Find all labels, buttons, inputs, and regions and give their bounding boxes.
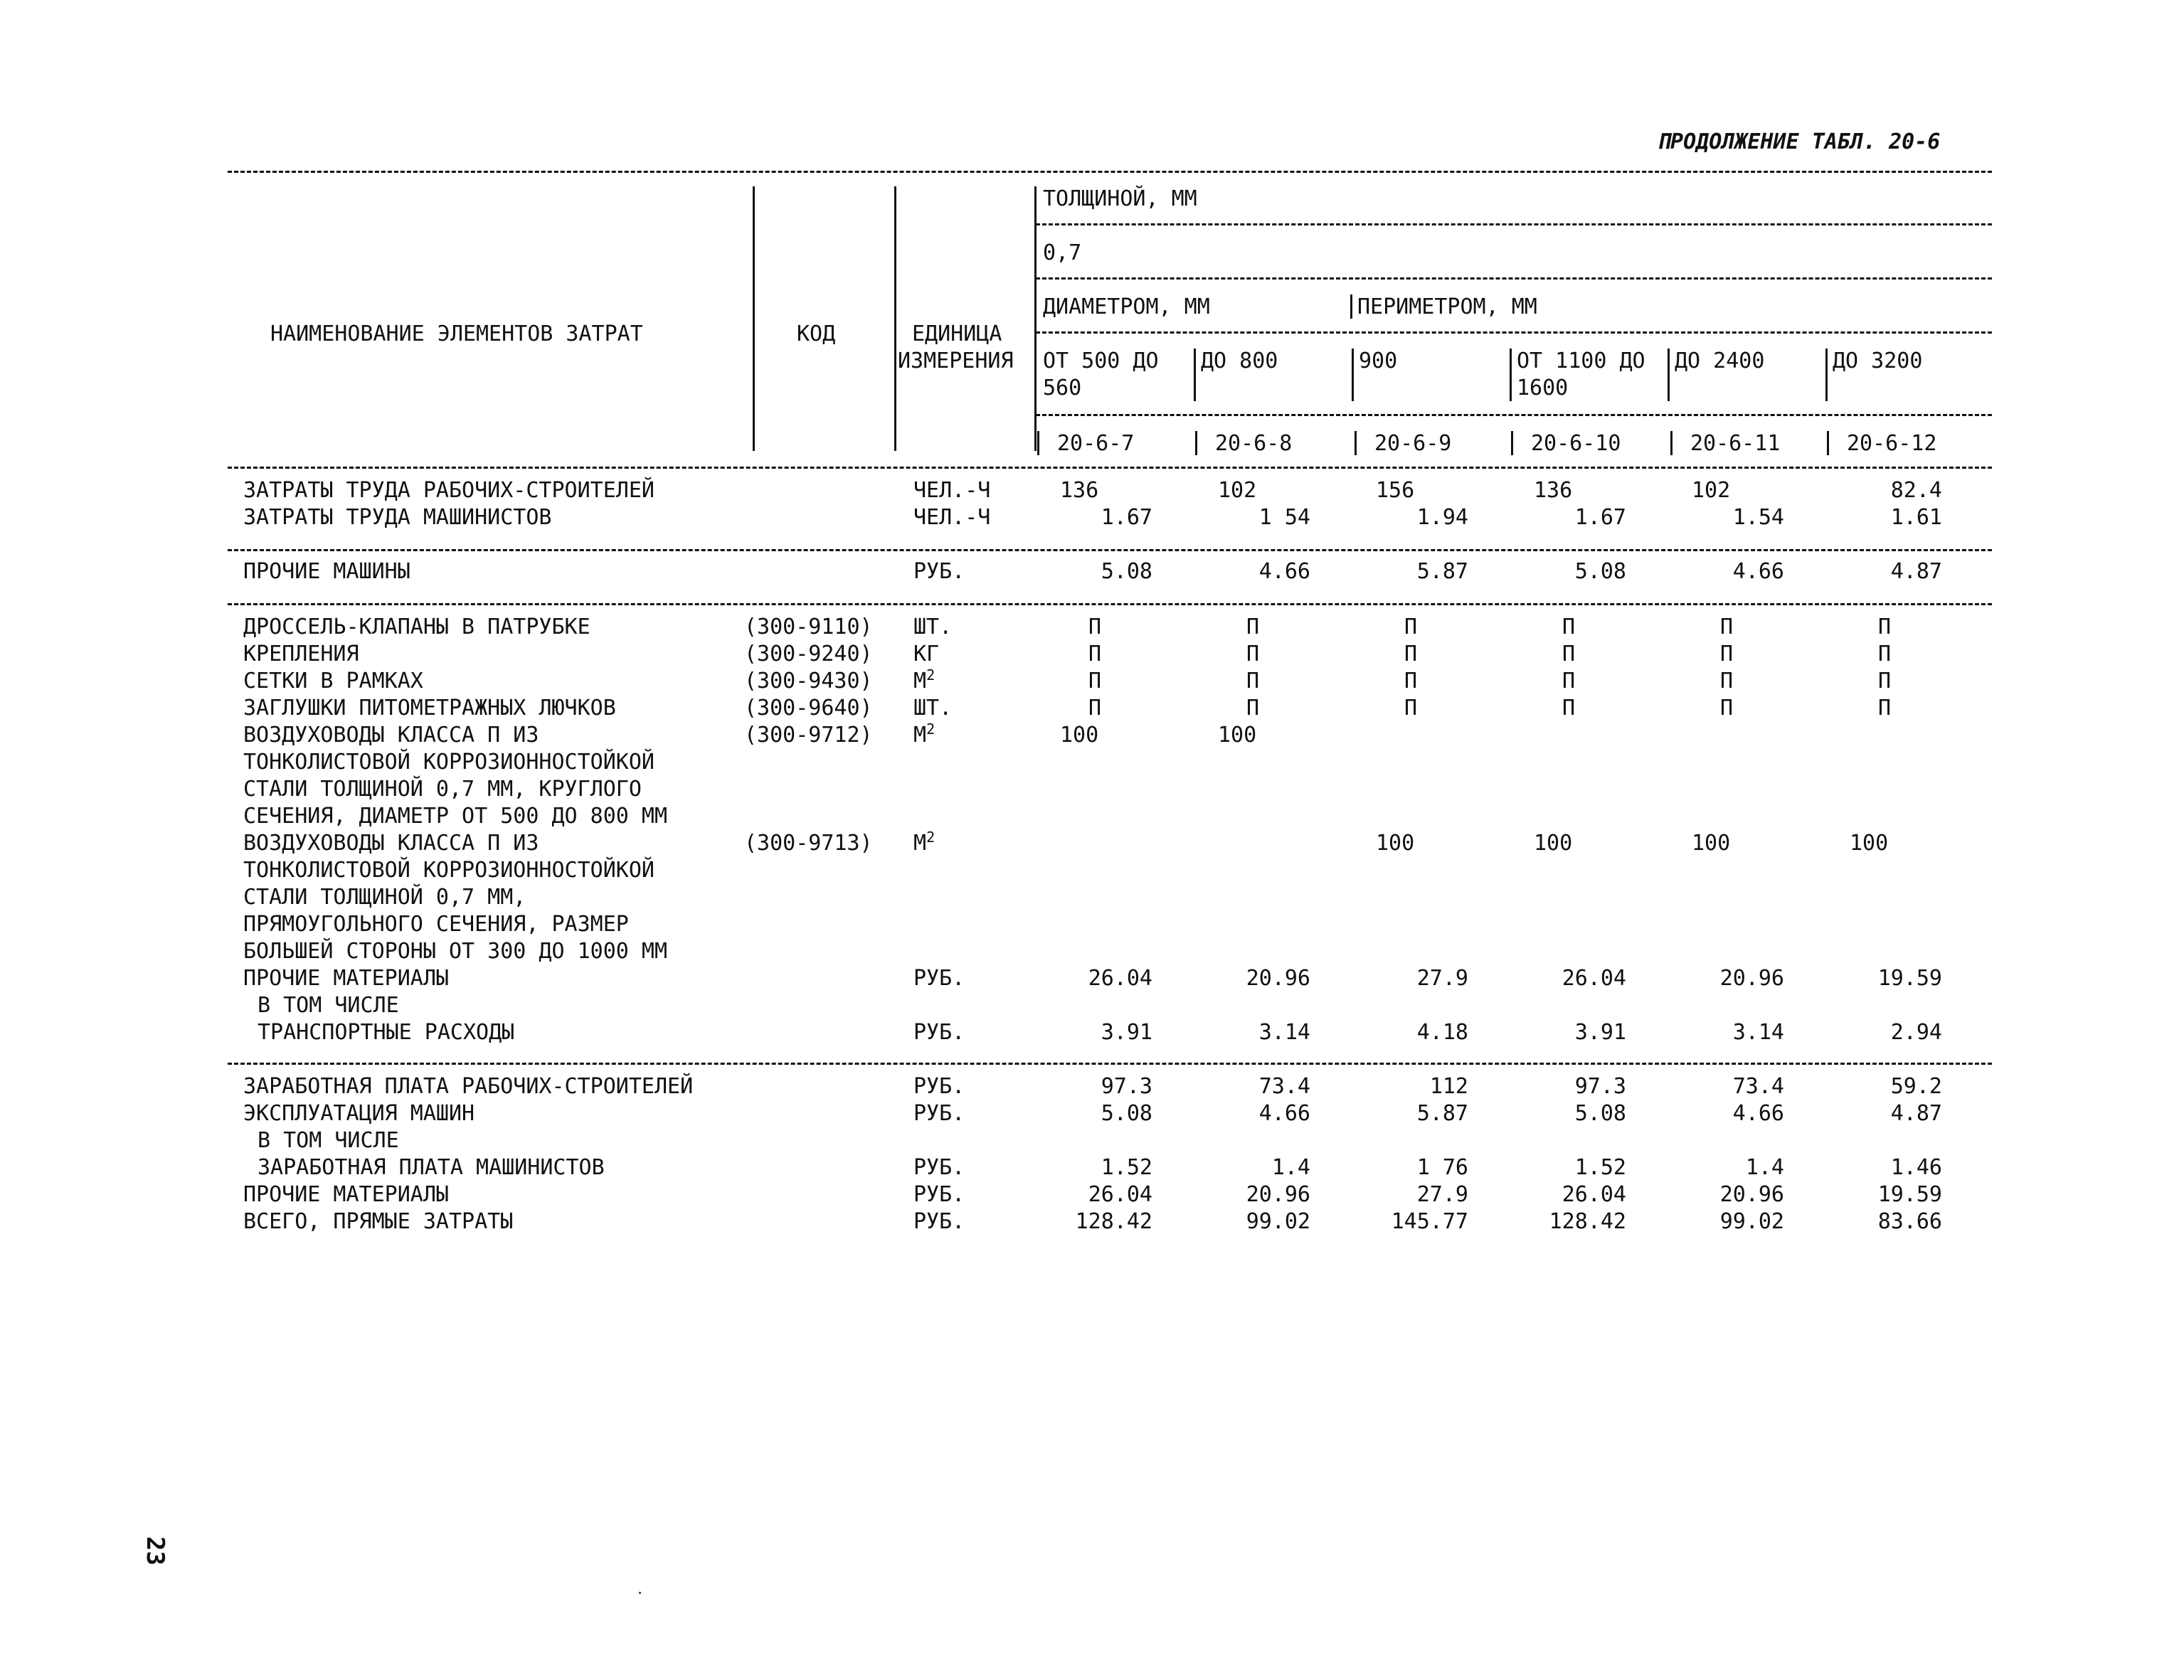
column-code: 20-6-9	[1374, 431, 1452, 456]
row-value: П	[1878, 669, 1892, 693]
row-value: 100	[1060, 723, 1099, 748]
page-number: 23	[141, 1536, 169, 1565]
row-unit: РУБ.	[913, 966, 965, 991]
row-name: ПРЯМОУГОЛЬНОГО СЕЧЕНИЯ, РАЗМЕР	[243, 912, 629, 937]
row-value: 27.9	[1416, 1182, 1468, 1207]
row-value: П	[1088, 696, 1102, 721]
header-unit-line1: ЕДИНИЦА	[912, 321, 1002, 346]
section-rule-2	[228, 603, 1992, 605]
row-name: ТОНКОЛИСТОВОЙ КОРРОЗИОННОСТОЙКОЙ	[243, 750, 654, 775]
range-4-line1: ОТ 1100 ДО	[1517, 349, 1645, 373]
row-name: СТАЛИ ТОЛЩИНОЙ 0,7 ММ, КРУГЛОГО	[243, 777, 642, 802]
row-value: 20.96	[1719, 1182, 1784, 1207]
row-value: 1.46	[1890, 1155, 1942, 1180]
row-value: 136	[1060, 478, 1099, 503]
row-name: ТОНКОЛИСТОВОЙ КОРРОЗИОННОСТОЙКОЙ	[243, 858, 654, 883]
range-divider-2	[1194, 349, 1196, 401]
row-value: 1.52	[1574, 1155, 1626, 1180]
row-value: 20.96	[1719, 966, 1784, 991]
row-name: ЗАГЛУШКИ ПИТОМЕТРАЖНЫХ ЛЮЧКОВ	[243, 696, 616, 721]
row-name: ЭКСПЛУАТАЦИЯ МАШИН	[243, 1101, 475, 1126]
row-value: 3.14	[1258, 1020, 1310, 1045]
row-value: П	[1878, 615, 1892, 639]
row-value: 27.9	[1416, 966, 1468, 991]
column-code: 20-6-7	[1057, 431, 1135, 456]
header-divider-code	[894, 186, 896, 451]
row-name: В ТОМ ЧИСЛЕ	[258, 1128, 399, 1153]
row-value: П	[1088, 669, 1102, 693]
row-value: П	[1720, 669, 1734, 693]
range-3-line1: 900	[1359, 349, 1398, 373]
range-4-line2: 1600	[1517, 376, 1569, 400]
header-unit-line2: ИЗМЕРЕНИЯ	[898, 349, 1014, 373]
row-value: П	[1404, 669, 1418, 693]
code-divider	[1195, 431, 1197, 455]
header-code-col: КОД	[797, 321, 836, 346]
row-value: 1.4	[1745, 1155, 1784, 1180]
row-value: 1 76	[1416, 1155, 1468, 1180]
table-title: ПРОДОЛЖЕНИЕ ТАБЛ. 20-6	[1658, 129, 1941, 154]
unit-superscript: 2	[926, 829, 935, 846]
row-name: ВСЕГО, ПРЯМЫЕ ЗАТРАТЫ	[243, 1209, 514, 1234]
row-unit: КГ	[913, 642, 940, 666]
row-unit: $М^2$	[913, 721, 935, 748]
row-value: 4.18	[1416, 1020, 1468, 1045]
row-value: 4.87	[1890, 559, 1942, 584]
row-name: ТРАНСПОРТНЫЕ РАСХОДЫ	[258, 1020, 515, 1045]
row-code: (300-9110)	[744, 615, 873, 639]
range-1-line2: 560	[1043, 376, 1082, 400]
header-divider-unit	[1034, 186, 1037, 451]
row-unit: РУБ.	[913, 1209, 965, 1234]
unit-superscript: 2	[926, 721, 935, 738]
row-value: П	[1562, 669, 1576, 693]
row-value: П	[1720, 696, 1734, 721]
row-value: 1.67	[1574, 505, 1626, 530]
row-name: ВОЗДУХОВОДЫ КЛАССА П ИЗ	[243, 831, 539, 856]
row-value: П	[1246, 642, 1260, 666]
row-value: 5.87	[1416, 559, 1468, 584]
code-divider	[1511, 431, 1513, 455]
row-unit: ШТ.	[913, 696, 953, 721]
row-code: (300-9240)	[744, 642, 873, 666]
row-value: 97.3	[1574, 1074, 1626, 1099]
row-value: П	[1720, 642, 1734, 666]
row-unit: РУБ.	[913, 559, 965, 584]
row-code: (300-9713)	[744, 831, 873, 856]
row-value: П	[1562, 615, 1576, 639]
row-value: 26.04	[1562, 966, 1626, 991]
column-code: 20-6-10	[1531, 431, 1621, 456]
range-5-line1: ДО 2400	[1675, 349, 1765, 373]
row-value: 100	[1376, 831, 1415, 856]
row-value: 156	[1376, 478, 1415, 503]
row-value: 128.42	[1549, 1209, 1626, 1234]
row-name: СЕТКИ В РАМКАХ	[243, 669, 423, 693]
row-name: В ТОМ ЧИСЛЕ	[258, 993, 399, 1018]
row-value: 5.08	[1574, 559, 1626, 584]
row-value: 3.91	[1574, 1020, 1626, 1045]
row-value: 83.66	[1877, 1209, 1942, 1234]
row-value: 1.61	[1890, 505, 1942, 530]
row-unit: $М^2$	[913, 829, 935, 856]
row-value: 26.04	[1088, 966, 1152, 991]
row-value: 97.3	[1101, 1074, 1152, 1099]
row-name: ЗАТРАТЫ ТРУДА РАБОЧИХ-СТРОИТЕЛЕЙ	[243, 478, 654, 503]
row-unit: $М^2$	[913, 666, 935, 693]
column-code: 20-6-11	[1690, 431, 1781, 456]
row-value: 19.59	[1877, 966, 1942, 991]
header-rule-4	[1036, 414, 1992, 416]
row-value: 100	[1534, 831, 1573, 856]
header-bottom-rule	[228, 467, 1992, 469]
header-rule-3	[1036, 331, 1992, 334]
top-rule	[228, 171, 1992, 173]
row-value: 73.4	[1258, 1074, 1310, 1099]
row-value: 5.08	[1574, 1101, 1626, 1126]
row-value: 100	[1218, 723, 1257, 748]
row-value: П	[1246, 669, 1260, 693]
code-divider	[1827, 431, 1829, 455]
row-value: 145.77	[1391, 1209, 1468, 1234]
header-thickness-value: 0,7	[1043, 240, 1082, 265]
row-value: 1 54	[1258, 505, 1310, 530]
row-name: СЕЧЕНИЯ, ДИАМЕТР ОТ 500 ДО 800 ММ	[243, 804, 668, 829]
row-value: 136	[1534, 478, 1573, 503]
row-value: П	[1246, 615, 1260, 639]
row-code: (300-9640)	[744, 696, 873, 721]
row-value: 1.4	[1271, 1155, 1310, 1180]
header-rule-1	[1036, 223, 1992, 225]
row-value: 1.94	[1416, 505, 1468, 530]
row-value: 4.66	[1258, 1101, 1310, 1126]
row-value: 4.87	[1890, 1101, 1942, 1126]
row-name: БОЛЬШЕЙ СТОРОНЫ ОТ 300 ДО 1000 ММ	[243, 939, 668, 964]
row-value: 3.14	[1732, 1020, 1784, 1045]
row-value: П	[1878, 696, 1892, 721]
row-value: 102	[1218, 478, 1257, 503]
row-value: 73.4	[1732, 1074, 1784, 1099]
row-unit: ЧЕЛ.-Ч	[913, 478, 991, 503]
row-value: 19.59	[1877, 1182, 1942, 1207]
header-divider-name	[753, 186, 755, 451]
header-thickness: ТОЛЩИНОЙ, ММ	[1043, 186, 1197, 211]
row-unit: РУБ.	[913, 1101, 965, 1126]
row-code: (300-9430)	[744, 669, 873, 693]
range-divider-3	[1352, 349, 1354, 401]
row-value: 26.04	[1088, 1182, 1152, 1207]
code-divider	[1670, 431, 1673, 455]
row-value: 3.91	[1101, 1020, 1152, 1045]
row-value: 99.02	[1246, 1209, 1310, 1234]
row-value: 99.02	[1719, 1209, 1784, 1234]
section-rule-3	[228, 1063, 1992, 1065]
row-unit: РУБ.	[913, 1020, 965, 1045]
row-name: ПРОЧИЕ МАШИНЫ	[243, 559, 410, 584]
header-diameter: ДИАМЕТРОМ, ММ	[1043, 294, 1210, 319]
row-value: 100	[1692, 831, 1731, 856]
row-value: 128.42	[1075, 1209, 1152, 1234]
row-value: 1.54	[1732, 505, 1784, 530]
row-unit: ЧЕЛ.-Ч	[913, 505, 991, 530]
row-unit: РУБ.	[913, 1074, 965, 1099]
row-value: 100	[1850, 831, 1889, 856]
stray-mark	[639, 1592, 641, 1594]
row-value: 1.67	[1101, 505, 1152, 530]
row-name: ЗАРАБОТНАЯ ПЛАТА МАШИНИСТОВ	[258, 1155, 605, 1180]
row-value: 5.87	[1416, 1101, 1468, 1126]
row-unit: ШТ.	[913, 615, 953, 639]
range-6-line1: ДО 3200	[1833, 349, 1923, 373]
row-value: 59.2	[1890, 1074, 1942, 1099]
row-value: П	[1404, 615, 1418, 639]
row-value: 102	[1692, 478, 1731, 503]
row-name: ПРОЧИЕ МАТЕРИАЛЫ	[243, 966, 449, 991]
header-name-col: НАИМЕНОВАНИЕ ЭЛЕМЕНТОВ ЗАТРАТ	[270, 321, 643, 346]
row-value: 4.66	[1732, 1101, 1784, 1126]
row-value: П	[1246, 696, 1260, 721]
range-divider-6	[1825, 349, 1828, 401]
row-unit: РУБ.	[913, 1182, 965, 1207]
range-divider-4	[1510, 349, 1512, 401]
row-value: П	[1088, 642, 1102, 666]
row-value: 4.66	[1258, 559, 1310, 584]
row-value: 82.4	[1890, 478, 1942, 503]
row-name: ДРОССЕЛЬ-КЛАПАНЫ В ПАТРУБКЕ	[243, 615, 590, 639]
unit-superscript: 2	[926, 666, 935, 684]
code-divider	[1037, 431, 1039, 455]
row-value: 20.96	[1246, 966, 1310, 991]
row-value: П	[1404, 696, 1418, 721]
row-value: П	[1562, 642, 1576, 666]
header-rule-2	[1036, 277, 1992, 280]
row-value: 1.52	[1101, 1155, 1152, 1180]
code-divider	[1355, 431, 1357, 455]
row-value: 112	[1429, 1074, 1468, 1099]
range-divider-5	[1668, 349, 1670, 401]
column-code: 20-6-12	[1847, 431, 1937, 456]
range-1-line1: ОТ 500 ДО	[1043, 349, 1159, 373]
row-value: 5.08	[1101, 1101, 1152, 1126]
row-value: П	[1404, 642, 1418, 666]
row-name: КРЕПЛЕНИЯ	[243, 642, 359, 666]
header-divider-diam-perim	[1350, 294, 1352, 319]
row-value: 2.94	[1890, 1020, 1942, 1045]
row-name: СТАЛИ ТОЛЩИНОЙ 0,7 ММ,	[243, 885, 526, 910]
row-value: 20.96	[1246, 1182, 1310, 1207]
range-2-line1: ДО 800	[1201, 349, 1278, 373]
row-value: П	[1088, 615, 1102, 639]
section-rule-1	[228, 549, 1992, 551]
row-name: ЗАРАБОТНАЯ ПЛАТА РАБОЧИХ-СТРОИТЕЛЕЙ	[243, 1074, 694, 1099]
row-unit: РУБ.	[913, 1155, 965, 1180]
row-value: 4.66	[1732, 559, 1784, 584]
row-value: П	[1720, 615, 1734, 639]
row-name: ПРОЧИЕ МАТЕРИАЛЫ	[243, 1182, 449, 1207]
row-code: (300-9712)	[744, 723, 873, 748]
row-name: ВОЗДУХОВОДЫ КЛАССА П ИЗ	[243, 723, 539, 748]
row-name: ЗАТРАТЫ ТРУДА МАШИНИСТОВ	[243, 505, 552, 530]
row-value: 26.04	[1562, 1182, 1626, 1207]
row-value: П	[1562, 696, 1576, 721]
row-value: П	[1878, 642, 1892, 666]
column-code: 20-6-8	[1215, 431, 1293, 456]
row-value: 5.08	[1101, 559, 1152, 584]
header-perimeter: ПЕРИМЕТРОМ, ММ	[1357, 294, 1537, 319]
